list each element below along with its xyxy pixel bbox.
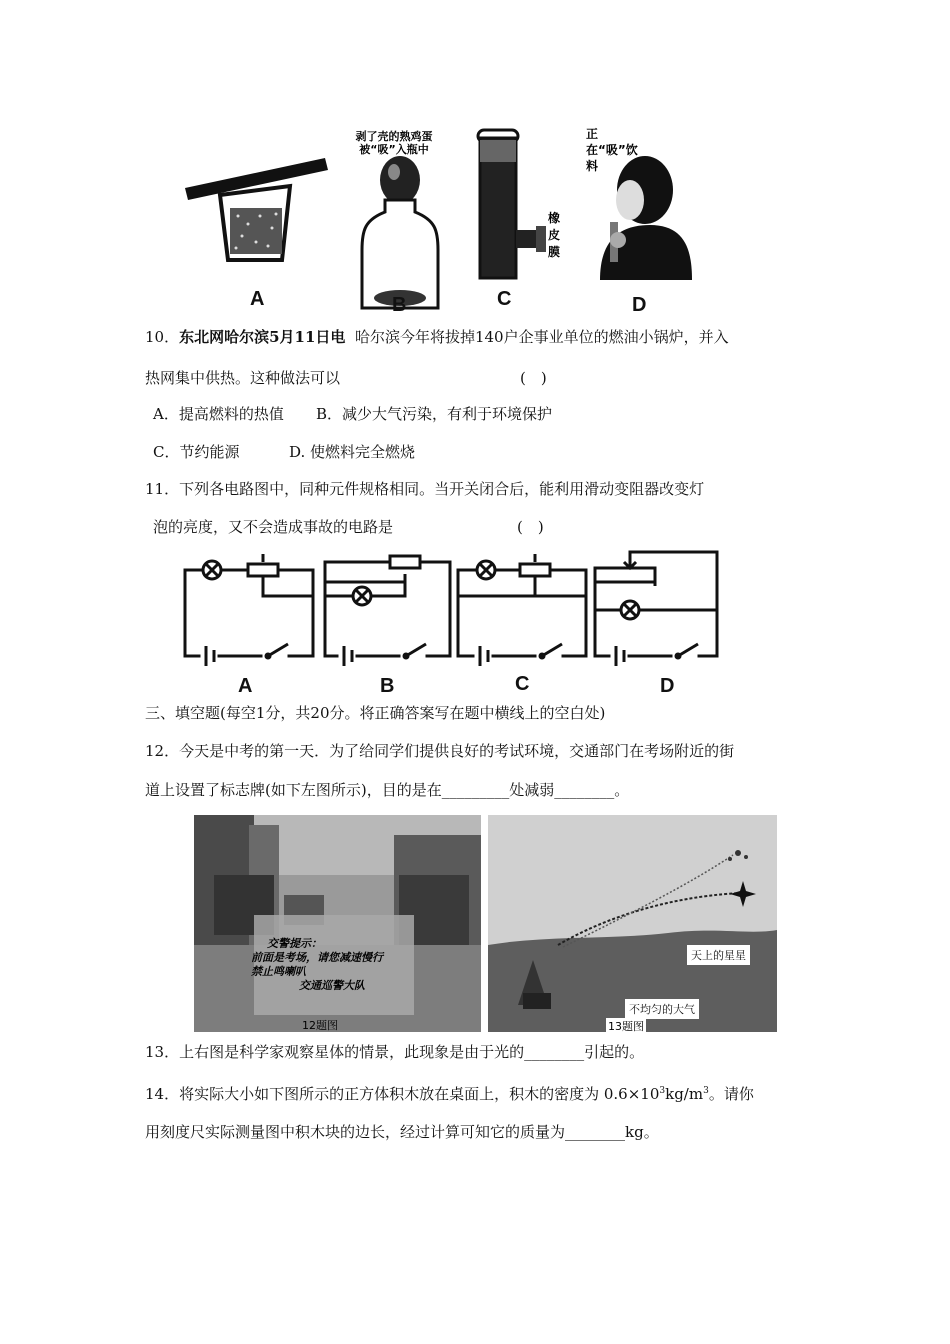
caption-b: 剥了壳的熟鸡蛋被“吸”入瓶中 [355, 130, 433, 156]
q11-line1: 11．下列各电路图中，同种元件规格相同。当开关闭合后，能利用滑动变阻器改变灯 [145, 480, 705, 498]
figure-label-d: D [632, 294, 647, 316]
circuit-a [185, 554, 313, 666]
q10-line2: 热网集中供热。这种做法可以 [145, 369, 341, 387]
q10-text1: 哈尔滨今年将拔掉140户企事业单位的燃油小锅炉，并入 [354, 328, 729, 346]
figure-d-person [600, 156, 692, 280]
circuit-c [458, 554, 586, 666]
sign-line-4: 交通巡警大队 [299, 979, 365, 992]
street-scene [194, 815, 481, 1032]
circuit-diagrams [180, 548, 730, 668]
q10-paren: ( ) [520, 369, 547, 387]
section-3-heading: 三、填空题(每空1分，共20分。将正确答案写在题中横线上的空白处) [145, 704, 606, 722]
circuit-label-b: B [380, 675, 395, 697]
q10-source: 东北网哈尔滨5月11日电 [179, 328, 346, 346]
q13-photo [488, 815, 777, 1032]
sign-line-3: 禁止鸣喇叭 [251, 965, 306, 978]
q10-option-b: B．减少大气污染，有利于环境保护 [316, 405, 553, 423]
q10-number: 10． [145, 328, 180, 346]
q13-line: 13．上右图是科学家观察星体的情景，此现象是由于光的________引起的。 [145, 1043, 645, 1061]
sign-line-1: 交警提示： [267, 937, 322, 950]
figure-label-b: B [392, 294, 407, 316]
figure-label-c: C [497, 288, 512, 310]
q12-photo-caption: 12题图 [302, 1019, 338, 1032]
circuit-label-d: D [660, 675, 675, 697]
q12-line1: 12．今天是中考的第一天．为了给同学们提供良好的考试环境，交通部门在考场附近的街 [145, 742, 735, 760]
circuit-label-a: A [238, 675, 253, 697]
q14-sup-1: 3 [659, 1086, 666, 1096]
caption-c: 橡皮膜 [548, 211, 561, 259]
q10-line1 [145, 327, 729, 347]
q11-paren: ( ) [517, 518, 544, 536]
circuit-d [595, 552, 717, 666]
q12-photo [194, 815, 481, 1032]
q14-line1 [145, 1081, 754, 1104]
caption-d: 正在“吸”饮料 [586, 127, 638, 173]
figure-c-tube [478, 130, 546, 278]
q14-sup-2: 3 [703, 1086, 709, 1096]
q10-option-a: A．提高燃料的热值 [153, 405, 284, 423]
q13-photo-caption: 13题图 [608, 1020, 644, 1032]
q14-line2: 用刻度尺实际测量图中积木块的边长，经过计算可知它的质量为________kg。 [145, 1123, 659, 1141]
q10-option-d: D. 使燃料完全燃烧 [289, 443, 416, 461]
q12-line2: 道上设置了标志牌(如下左图所示)，目的是在_________处减弱________。 [145, 781, 630, 799]
figure-label-a: A [250, 288, 265, 310]
figure-q11-circuits [180, 548, 730, 668]
sign-line-2: 前面是考场，请您减速慢行 [251, 951, 383, 964]
q14-text-post: 。请你 [708, 1085, 754, 1103]
figure-b-bottle [362, 156, 438, 308]
q11-line2: 泡的亮度，又不会造成事故的电路是 [153, 518, 394, 536]
air-tag: 不均匀的大气 [625, 999, 699, 1019]
sign-text [251, 937, 383, 993]
q14-text-mid: kg/m [665, 1085, 704, 1103]
circuit-b [325, 556, 450, 666]
q10-option-c: C．节约能源 [153, 443, 240, 461]
figure-a-cup [185, 158, 328, 260]
circuit-label-c: C [515, 673, 530, 695]
q14-text-pre: 14．将实际大小如下图所示的正方体积木放在桌面上，积木的密度为 0.6×10 [145, 1085, 660, 1103]
stars-tag: 天上的星星 [687, 945, 750, 965]
